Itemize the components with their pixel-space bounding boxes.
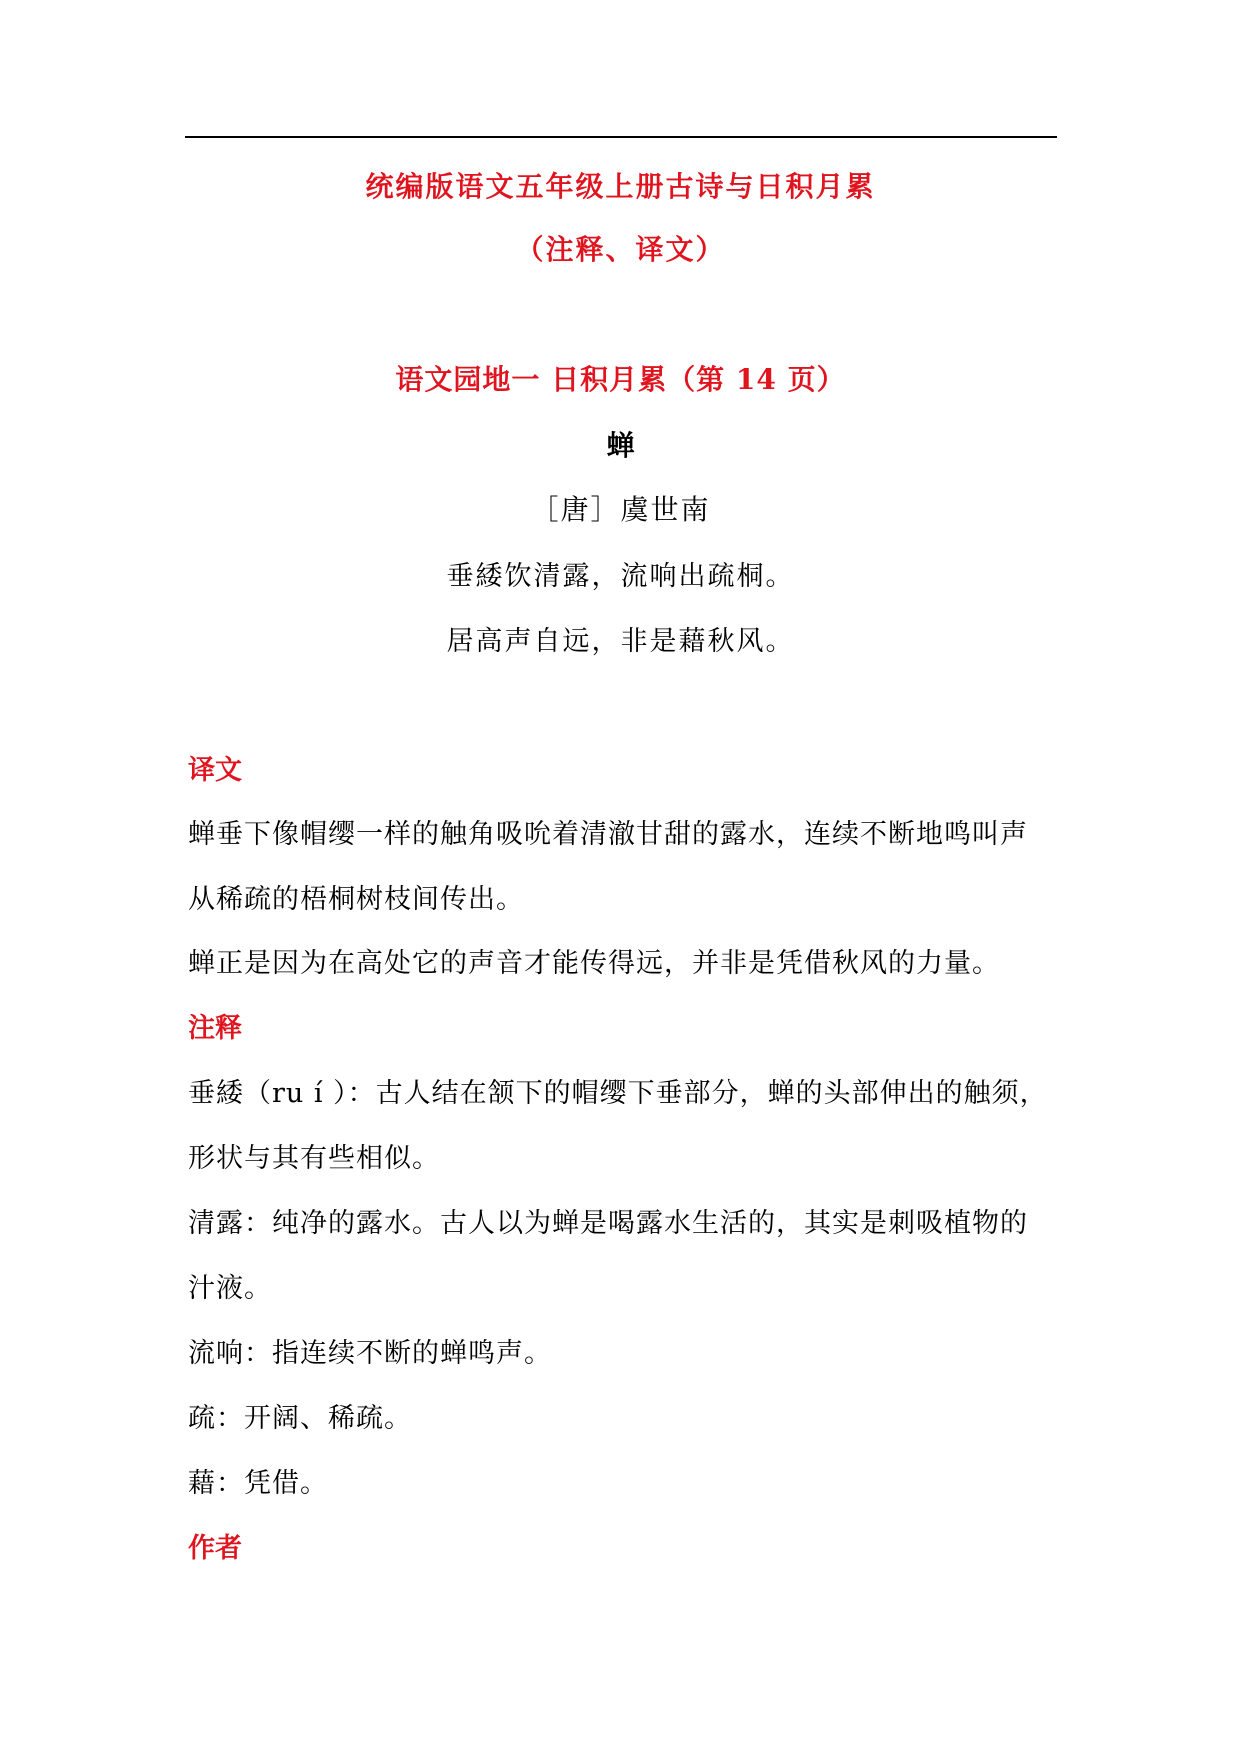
author-heading: 作者 — [188, 1533, 242, 1564]
poem-line: 垂緌饮清露，流响出疏桐。 — [446, 561, 795, 592]
note-line: 清露：纯净的露水。古人以为蝉是喝露水生活的，其实是刺吸植物的 — [188, 1208, 1028, 1239]
document-title: 统编版语文五年级上册古诗与日积月累 — [365, 170, 876, 203]
translation-heading: 译文 — [188, 755, 242, 786]
document-subtitle: （注释、译文） — [515, 233, 726, 266]
note-line: 垂緌（ru í ）：古人结在颔下的帽缨下垂部分，蝉的头部伸出的触须， — [188, 1078, 1048, 1109]
poem-title: 蝉 — [606, 429, 635, 462]
translation-line: 蝉垂下像帽缨一样的触角吸吮着清澈甘甜的露水，连续不断地鸣叫声 — [188, 819, 1028, 850]
note-line: 流响：指连续不断的蝉鸣声。 — [188, 1338, 552, 1369]
poem-line: 居高声自远，非是藉秋风。 — [446, 626, 795, 657]
section-heading: 语文园地一 日积月累（第 14 页） — [395, 363, 846, 396]
top-rule — [185, 136, 1057, 138]
note-line: 形状与其有些相似。 — [188, 1143, 440, 1174]
note-line: 藉：凭借。 — [188, 1468, 328, 1499]
note-line: 汁液。 — [188, 1273, 272, 1304]
note-line: 疏：开阔、稀疏。 — [188, 1403, 412, 1434]
poem-author: ［唐］虞世南 — [530, 493, 711, 526]
notes-heading: 注释 — [188, 1013, 242, 1044]
translation-line: 蝉正是因为在高处它的声音才能传得远，并非是凭借秋风的力量。 — [188, 948, 1000, 979]
translation-line: 从稀疏的梧桐树枝间传出。 — [188, 884, 524, 915]
